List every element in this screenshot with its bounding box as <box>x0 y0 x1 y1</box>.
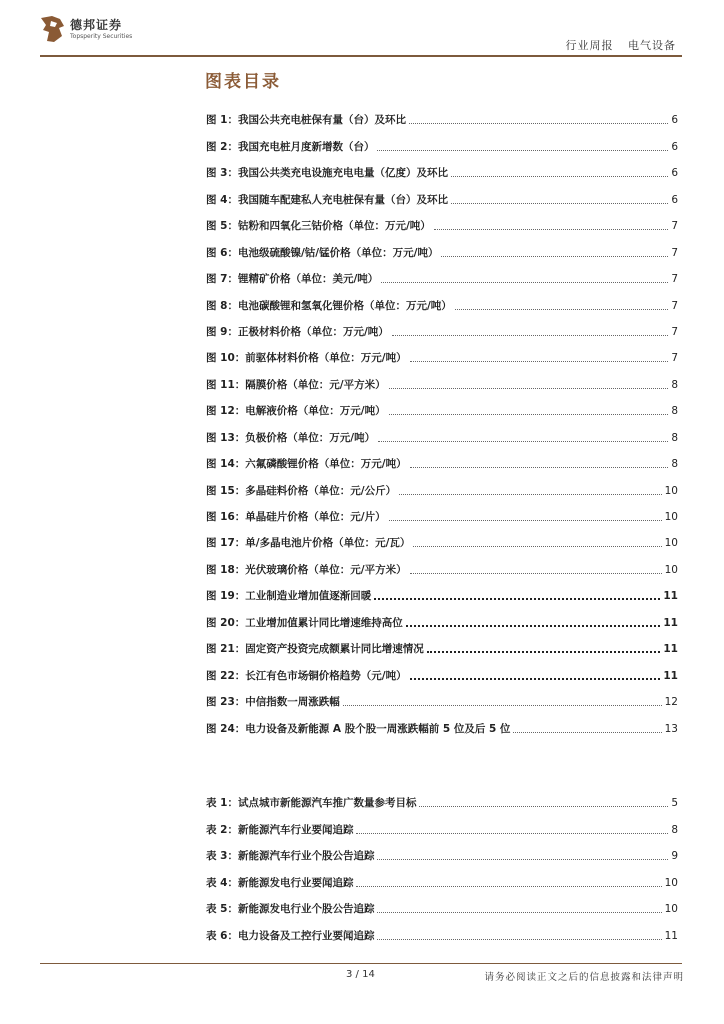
toc-entry-page: 10 <box>664 563 678 576</box>
toc-entry[interactable] <box>206 418 678 444</box>
toc-entry[interactable] <box>206 339 678 365</box>
toc-entry-page: 7 <box>671 352 678 365</box>
toc-entry[interactable] <box>206 577 678 603</box>
toc-entry[interactable] <box>206 365 678 391</box>
toc-entry-page: 10 <box>664 511 678 523</box>
toc-entry-label: 图 21：固定资产投资完成额累计同比增速情况 <box>206 643 424 656</box>
toc-leader-dots <box>410 361 669 362</box>
toc-leader-dots <box>410 467 669 468</box>
toc-entry-page: 11 <box>664 929 678 942</box>
toc-leader-dots <box>389 388 669 389</box>
toc-leader-dots <box>419 806 668 807</box>
toc-entry-page: 6 <box>671 193 678 206</box>
toc-title: 图表目录 <box>205 72 281 92</box>
toc-entry-label: 图 22：长江有色市场铜价格趋势（元/吨） <box>206 669 407 682</box>
toc-entry-page: 5 <box>671 797 678 810</box>
toc-entry-page: 8 <box>671 431 678 444</box>
toc-leader-dots <box>451 203 668 204</box>
toc-entry[interactable] <box>206 890 678 916</box>
toc-entry[interactable] <box>206 286 678 312</box>
toc-entry[interactable] <box>206 524 678 550</box>
toc-entry-label: 图 16：单晶硅片价格（单位：元/片） <box>206 511 386 523</box>
company-logo <box>38 14 188 48</box>
toc-leader-dots <box>406 625 661 627</box>
toc-entry-label: 图 4：我国随车配建私人充电桩保有量（台）及环比 <box>206 193 448 206</box>
header-divider <box>40 55 682 57</box>
toc-leader-dots <box>389 520 662 521</box>
toc-leader-dots <box>377 150 668 151</box>
toc-leader-dots <box>374 598 660 600</box>
toc-leader-dots <box>409 123 668 124</box>
toc-entry-page: 9 <box>671 850 678 863</box>
header-report-info <box>566 37 677 53</box>
toc-entry[interactable] <box>206 127 678 153</box>
toc-entry-label: 图 23：中信指数一周涨跌幅 <box>206 696 340 709</box>
toc-entry[interactable] <box>206 260 678 286</box>
toc-entry-page: 13 <box>664 722 678 735</box>
toc-entry-page: 8 <box>671 823 678 836</box>
toc-entry[interactable] <box>206 180 678 206</box>
footer-disclaimer: 请务必阅读正文之后的信息披露和法律声明 <box>484 972 684 983</box>
toc-entry[interactable] <box>206 630 678 656</box>
toc-entry[interactable] <box>206 603 678 629</box>
toc-entry-page: 11 <box>663 616 678 629</box>
toc-entry-page: 11 <box>663 669 678 682</box>
toc-leader-dots <box>377 912 661 913</box>
toc-entry-page: 10 <box>664 903 678 916</box>
toc-entry-label: 图 13：负极价格（单位：万元/吨） <box>206 431 376 444</box>
toc-entry[interactable] <box>206 916 678 942</box>
toc-entry-page: 7 <box>671 246 678 259</box>
toc-entry-page: 11 <box>663 643 678 656</box>
toc-entry[interactable] <box>206 810 678 836</box>
toc-entry-label: 表 6：电力设备及工控行业要闻追踪 <box>206 929 375 942</box>
toc-leader-dots <box>410 573 662 574</box>
toc-entry-page: 6 <box>671 167 678 180</box>
toc-entry[interactable] <box>206 656 678 682</box>
toc-entry[interactable] <box>206 445 678 471</box>
page-number: 3 / 14 <box>346 969 375 980</box>
toc-leader-dots <box>455 309 669 310</box>
toc-entry-page: 8 <box>671 458 678 471</box>
toc-entry[interactable] <box>206 154 678 180</box>
toc-entry[interactable] <box>206 709 678 735</box>
report-type: 行业周报 <box>565 39 614 52</box>
toc-leader-dots <box>513 732 661 733</box>
toc-entry[interactable] <box>206 550 678 576</box>
toc-entry-page: 12 <box>664 696 678 709</box>
toc-entry-page: 8 <box>671 378 678 391</box>
toc-entry[interactable] <box>206 313 678 339</box>
figures-toc <box>206 101 678 736</box>
toc-leader-dots <box>356 833 668 834</box>
toc-entry-page: 10 <box>664 876 678 889</box>
toc-leader-dots <box>377 939 661 940</box>
toc-entry-label: 图 14：六氟磷酸锂价格（单位：万元/吨） <box>206 458 407 471</box>
toc-entry-page: 6 <box>671 114 678 127</box>
toc-entry-label: 表 4：新能源发电行业要闻追踪 <box>206 876 354 889</box>
toc-entry[interactable] <box>206 837 678 863</box>
logo-mark-icon <box>38 14 66 44</box>
toc-entry-label: 表 5：新能源发电行业个股公告追踪 <box>206 903 375 916</box>
toc-entry-label: 图 6：电池级硫酸镍/钴/锰价格（单位：万元/吨） <box>206 246 439 259</box>
toc-entry[interactable] <box>206 101 678 127</box>
toc-leader-dots <box>381 282 668 283</box>
toc-leader-dots <box>389 414 669 415</box>
toc-entry-page: 11 <box>663 590 678 603</box>
toc-leader-dots <box>434 229 669 230</box>
toc-entry-label: 图 17：单/多晶电池片价格（单位：元/瓦） <box>206 537 411 550</box>
toc-entry-label: 图 11：隔膜价格（单位：元/平方米） <box>206 378 386 391</box>
toc-leader-dots <box>441 256 668 257</box>
toc-entry-page: 8 <box>671 405 678 418</box>
toc-entry[interactable] <box>206 392 678 418</box>
toc-entry-label: 图 5：钴粉和四氧化三钴价格（单位：万元/吨） <box>206 220 431 233</box>
toc-entry-label: 图 9：正极材料价格（单位：万元/吨） <box>206 325 389 338</box>
toc-entry-label: 图 8：电池碳酸锂和氢氧化锂价格（单位：万元/吨） <box>206 299 452 312</box>
toc-entry-label: 表 2：新能源汽车行业要闻追踪 <box>206 823 354 836</box>
toc-entry-label: 图 19：工业制造业增加值逐渐回暖 <box>206 590 372 603</box>
page-header <box>0 0 724 60</box>
tables-toc <box>206 784 678 943</box>
toc-entry-label: 表 1：试点城市新能源汽车推广数量参考目标 <box>206 797 417 810</box>
toc-entry[interactable] <box>206 683 678 709</box>
toc-leader-dots <box>377 859 668 860</box>
toc-entry-label: 图 24：电力设备及新能源 A 股个股一周涨跌幅前 5 位及后 5 位 <box>206 722 511 735</box>
toc-entry-label: 图 2：我国充电桩月度新增数（台） <box>206 140 375 153</box>
logo-en-text: Topsperity Securities <box>70 33 133 40</box>
toc-entry-page: 7 <box>671 273 678 286</box>
toc-entry-label: 图 18：光伏玻璃价格（单位：元/平方米） <box>206 563 407 576</box>
report-sector: 电气设备 <box>628 39 676 52</box>
toc-entry-label: 表 3：新能源汽车行业个股公告追踪 <box>206 850 375 863</box>
toc-leader-dots <box>451 176 668 177</box>
toc-entry-page: 7 <box>671 325 678 338</box>
toc-entry[interactable] <box>206 784 678 810</box>
toc-entry-label: 图 10：前驱体材料价格（单位：万元/吨） <box>206 352 407 365</box>
toc-entry[interactable] <box>206 498 678 524</box>
toc-entry-label: 图 7：锂精矿价格（单位：美元/吨） <box>206 273 379 286</box>
footer-divider <box>40 963 682 964</box>
toc-entry-label: 图 15：多晶硅料价格（单位：元/公斤） <box>206 484 397 497</box>
toc-entry-page: 10 <box>664 537 678 550</box>
toc-entry-label: 图 12：电解液价格（单位：万元/吨） <box>206 405 386 418</box>
toc-entry-page: 7 <box>671 220 678 233</box>
toc-leader-dots <box>413 546 661 547</box>
toc-entry[interactable] <box>206 233 678 259</box>
toc-entry-page: 7 <box>671 299 678 312</box>
toc-leader-dots <box>392 335 669 336</box>
toc-leader-dots <box>378 441 668 442</box>
toc-leader-dots <box>399 494 662 495</box>
toc-leader-dots <box>356 886 661 887</box>
toc-entry[interactable] <box>206 471 678 497</box>
toc-leader-dots <box>427 651 661 653</box>
toc-entry-label: 图 1：我国公共充电桩保有量（台）及环比 <box>206 114 406 127</box>
toc-entry[interactable] <box>206 863 678 889</box>
logo-cn-text: 德邦证券 <box>70 18 123 32</box>
toc-leader-dots <box>343 705 662 706</box>
toc-entry-page: 6 <box>671 140 678 153</box>
toc-leader-dots <box>410 678 661 680</box>
toc-entry-label: 图 20：工业增加值累计同比增速维持高位 <box>206 616 403 629</box>
toc-entry-label: 图 3：我国公共类充电设施充电电量（亿度）及环比 <box>206 167 448 180</box>
toc-entry[interactable] <box>206 207 678 233</box>
toc-entry-page: 10 <box>664 484 678 497</box>
